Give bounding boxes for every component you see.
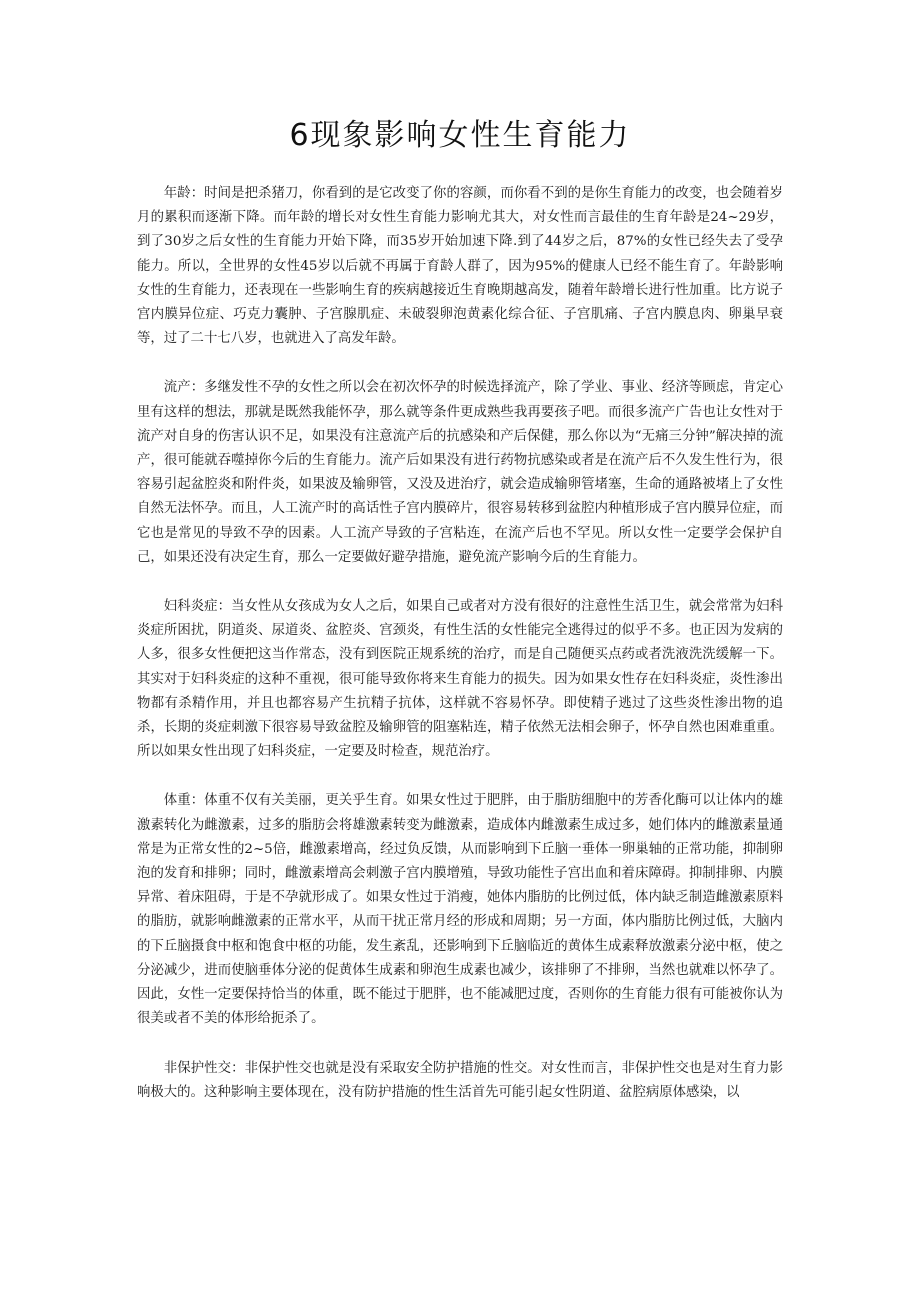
document-body [137, 182, 783, 1130]
paragraph-unprotected-sex: 非保护性交：非保护性交也就是没有采取安全防护措施的性交。对女性而言，非保护性交也是对生育力影响极大的。这种影响主要体现在，没有防护措施的性生活首先可能引起女性阴道、盆腔病原体感染，以 [137, 1060, 783, 1100]
paragraph-weight: 体重：体重不仅有关美丽，更关乎生育。如果女性过于肥胖，由于脂肪细胞中的芳香化酶可以让体内的雄激素转化为雌激素，过多的脂肪会将雄激素转变为雌激素，造成体内雌激素生成过多，她们体内的雌激素量通常是为正常女性的2~5倍，雌激素增高，经过负反馈，从而影响到下丘脑一垂体一卵巢轴的正常功能，抑制卵泡的发育和排卵；同时，雌激素增高会刺激子宫内膜增殖，导致功能性子宫出血和着床障碍。抑制排卵、内膜异常、着床阻碍，于是不孕就形成了。如果女性过于消瘦，她体内脂肪的比例过低，体内缺乏制造雌激素原料的脂肪，就影响雌激素的正常水平，从而干扰正常月经的形成和周期；另一方面，体内脂肪比例过低，大脑内的下丘脑摄食中枢和饱食中枢的功能，发生紊乱，还影响到下丘脑临近的黄体生成素释放激素分泌中枢，使之分泌减少，进而使脑垂体分泌的促黄体生成素和卵泡生成素也减少，该排卵了不排卵，当然也就难以怀孕了。因此，女性一定要保持恰当的体重，既不能过于肥胖，也不能减肥过度，否则你的生育能力很有可能被你认为很美或者不美的体形给扼杀了。 [137, 793, 783, 1027]
paragraph-abortion: 流产：多继发性不孕的女性之所以会在初次怀孕的时候选择流产，除了学业、事业、经济等顾虑，肯定心里有这样的想法，那就是既然我能怀孕，那么就等条件更成熟些我再要孩子吧。而很多流产广告也让女性对于流产对自身的伤害认识不足，如果没有注意流产后的抗感染和产后保健，那么你以为“无痛三分钟”解决掉的流产，很可能就吞噬掉你今后的生育能力。流产后如果没有进行药物抗感染或者是在流产后不久发生性行为，很容易引起盆腔炎和附件炎，如果波及输卵管，又没及进治疗，就会造成输卵管堵塞，生命的通路被堵上了女性自然无法怀孕。而且，人工流产时的高话性子宫内膜碎片，很容易转移到盆腔内种植形成子宫内膜异位症，而它也是常见的导致不孕的因素。人工流产导致的子宫粘连，在流产后也不罕见。所以女性一定要学会保护自己，如果还没有决定生育，那么一定要做好避孕措施，避免流产影响今后的生育能力。 [137, 380, 783, 565]
paragraph-age: 年龄：时间是把杀猪刀，你看到的是它改变了你的容颜，而你看不到的是你生育能力的改变，也会随着岁月的累积而逐渐下降。而年龄的增长对女性生育能力影响尤其大，对女性而言最佳的生育年龄是24~29岁，到了30岁之后女性的生育能力开始下降，而35岁开始加速下降.到了44岁之后，87%的女性已经失去了受孕能力。所以，全世界的女性45岁以后就不再属于育龄人群了，因为95%的健康人已经不能生育了。年龄影响女性的生育能力，还表现在一些影响生育的疾病越接近生育晚期越高发，随着年龄增长进行性加重。比方说子宫内膜异位症、巧克力囊肿、子宫腺肌症、未破裂卵泡黄素化综合征、子宫肌痛、子宫内膜息肉、卵巢早衰等，过了二十七八岁，也就进入了高发年龄。 [137, 186, 783, 347]
document-title: 6现象影响女性生育能力 [289, 118, 631, 153]
paragraph-gynecological-inflammation: 妇科炎症：当女性从女孩成为女人之后，如果自己或者对方没有很好的注意性生活卫生，就会常常为妇科炎症所困扰，阴道炎、尿道炎、盆腔炎、宫颈炎，有性生活的女性能完全逃得过的似乎不多。也正因为发病的人多，很多女性便把这当作常态，没有到医院正规系统的治疗，而是自己随便买点药或者洗液洗洗缓解一下。其实对于妇科炎症的这种不重视，很可能导致你将来生育能力的损失。因为如果女性存在妇科炎症，炎性渗出物都有杀精作用，并且也都容易产生抗精子抗体，这样就不容易怀孕。即使精子逃过了这些炎性渗出物的追杀，长期的炎症刺激下很容易导致盆腔及输卵管的阻塞粘连，精子依然无法相会卵子，怀孕自然也困难重重。所以如果女性出现了妇科炎症，一定要及时检查，规范治疗。 [137, 599, 783, 760]
